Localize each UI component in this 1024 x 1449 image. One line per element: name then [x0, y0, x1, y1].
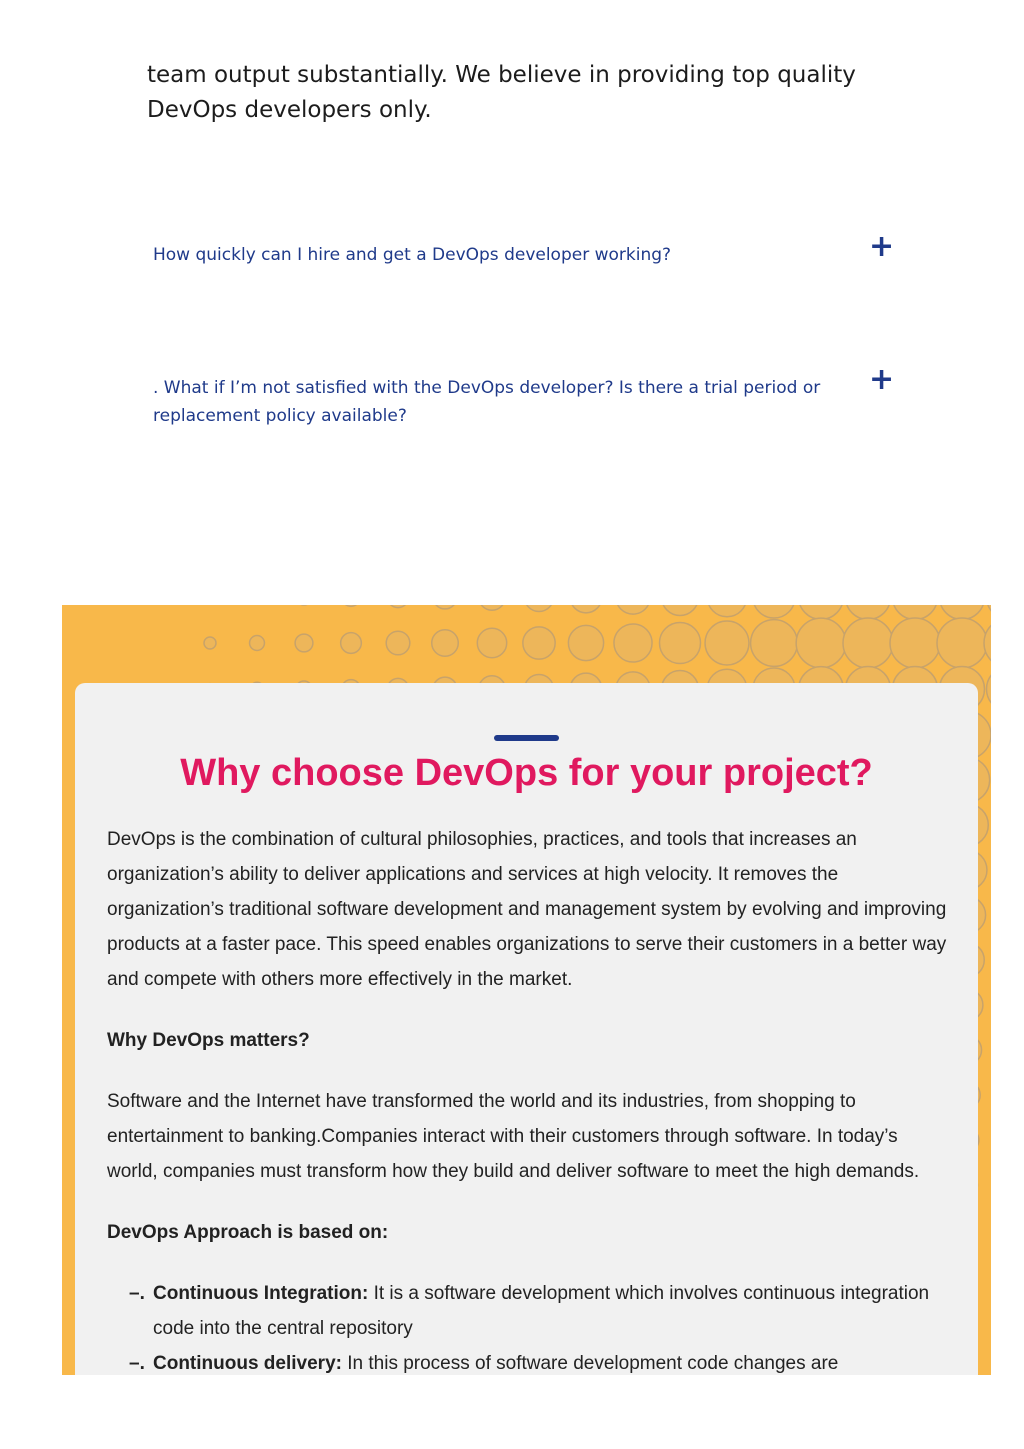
- subheading: DevOps Approach is based on:: [107, 1222, 389, 1243]
- approach-list: [107, 1276, 952, 1375]
- list-text: In this process of software development code changes are: [341, 1353, 839, 1374]
- faq-question[interactable]: . What if I’m not satisfied with the DevOps developer? Is there a trial period or replacement policy available?: [153, 378, 821, 426]
- paragraph: Software and the Internet have transformed the world and its industries, from shopping to entertainment to banking.Companies interact with their customers through software. In today’s world, companies must transform how they build and deliver software to meet the high demands.: [107, 1091, 920, 1182]
- plus-icon[interactable]: +: [869, 362, 895, 397]
- list-term: Continuous Integration:: [153, 1283, 369, 1304]
- list-item: [107, 1276, 952, 1346]
- faq-question[interactable]: How quickly can I hire and get a DevOps developer working?: [153, 245, 672, 265]
- list-item: [107, 1346, 952, 1375]
- content-card: [75, 683, 978, 1375]
- list-marker: –.: [129, 1353, 145, 1374]
- subheading: Why DevOps matters?: [107, 1030, 310, 1051]
- list-marker: –.: [129, 1283, 145, 1304]
- faq-item[interactable]: [153, 362, 895, 430]
- faq-item[interactable]: [153, 229, 895, 269]
- accent-bar: [494, 735, 559, 741]
- plus-icon[interactable]: +: [869, 229, 895, 264]
- paragraph: DevOps is the combination of cultural philosophies, practices, and tools that increases an organization’s ability to deliver applications and services at high velocity. It removes the organization’s traditional software development and management system by evolving and improving products at a faster pace. This speed enables organizations to serve their customers in a better way and compete with others more effectively in the market.: [107, 829, 947, 990]
- intro-paragraph: team output substantially. We believe in providing top quality DevOps developers only.: [147, 62, 856, 123]
- section-content: [107, 822, 952, 1375]
- list-text: It is a software development which involves continuous integration code into the central repository: [153, 1283, 930, 1339]
- section-title: Why choose DevOps for your project?: [180, 752, 873, 794]
- list-term: Continuous delivery:: [153, 1353, 342, 1374]
